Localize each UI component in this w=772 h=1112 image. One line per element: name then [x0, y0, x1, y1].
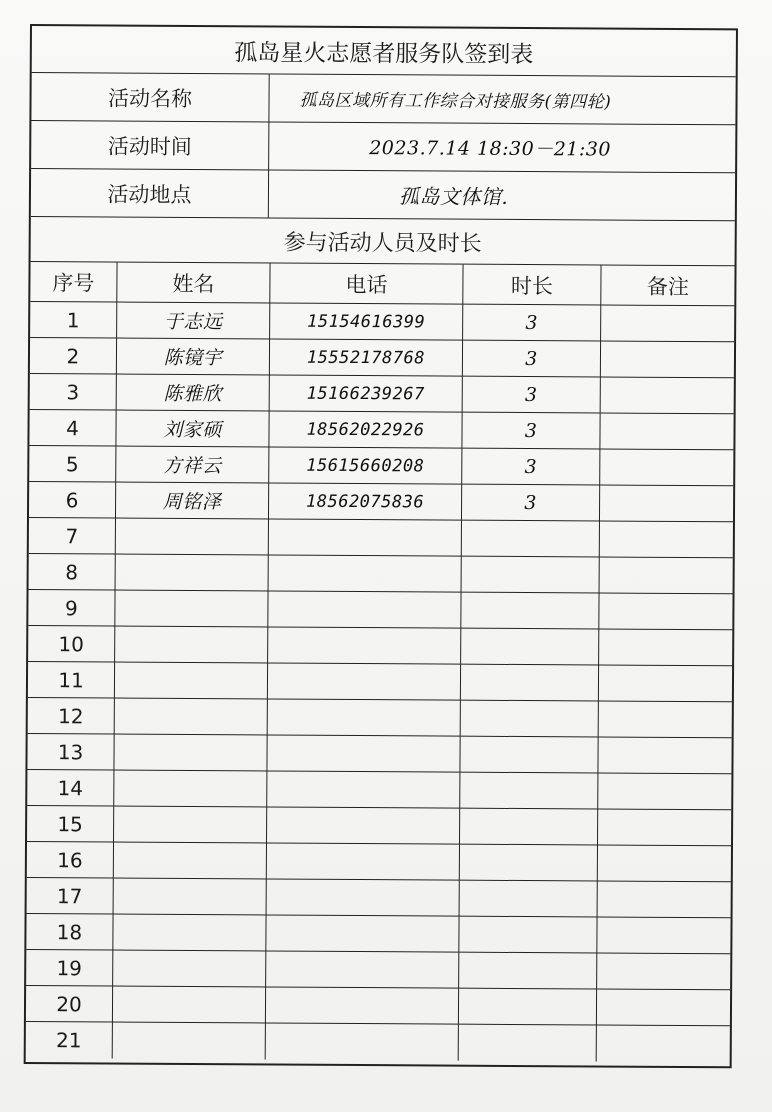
- attendee-phone: [266, 951, 459, 988]
- attendee-duration: [461, 665, 599, 702]
- column-header-note: 备注: [601, 265, 734, 306]
- table-row: [26, 1022, 730, 1062]
- attendee-name: [115, 627, 268, 664]
- attendee-duration: 3: [463, 341, 601, 378]
- attendee-phone: 15615660208: [269, 447, 462, 484]
- attendee-phone: 18562022926: [269, 411, 462, 448]
- attendee-name: [114, 843, 267, 880]
- table-row: [27, 734, 731, 774]
- table-row: [28, 698, 732, 738]
- attendee-phone: 18562075836: [269, 483, 462, 520]
- attendee-table-body: [26, 302, 735, 1066]
- table-row: [29, 518, 733, 558]
- table-row: [28, 662, 732, 702]
- table-row: [27, 842, 731, 882]
- row-number: 4: [29, 410, 116, 447]
- attendee-phone: [269, 519, 462, 556]
- attendee-note: [598, 809, 731, 846]
- attendee-duration: 3: [462, 413, 600, 450]
- attendee-duration: [461, 701, 599, 738]
- attendee-name: [113, 987, 266, 1024]
- attendee-phone: [268, 591, 461, 628]
- table-row: [30, 302, 734, 342]
- row-number: 5: [29, 446, 116, 483]
- row-number: 15: [27, 806, 114, 843]
- activity-time-label: 活动时间: [31, 121, 269, 170]
- attendee-note: [600, 485, 733, 522]
- attendee-note: [601, 341, 734, 378]
- table-row: [26, 986, 730, 1026]
- attendee-phone: [266, 1023, 459, 1060]
- attendee-note: [600, 521, 733, 558]
- attendee-name: 周铭泽: [116, 483, 269, 520]
- attendee-name: 于志远: [117, 303, 270, 340]
- attendee-note: [599, 665, 732, 702]
- attendee-note: [597, 917, 730, 954]
- section-title: 参与活动人员及时长: [31, 217, 735, 266]
- attendee-phone: [266, 987, 459, 1024]
- attendee-note: [598, 881, 731, 918]
- table-row: [29, 410, 733, 450]
- table-row: [26, 950, 730, 990]
- attendee-note: [600, 557, 733, 594]
- table-row: [30, 374, 734, 414]
- row-number: 16: [27, 842, 114, 879]
- row-number: 14: [27, 770, 114, 807]
- attendee-duration: 3: [463, 305, 601, 342]
- attendee-phone: [266, 915, 459, 952]
- attendee-name: [114, 879, 267, 916]
- row-number: 21: [26, 1022, 113, 1059]
- attendee-duration: [460, 845, 598, 882]
- row-number: 19: [26, 950, 113, 987]
- attendee-note: [597, 1025, 730, 1062]
- row-number: 11: [28, 662, 115, 699]
- attendee-phone: [267, 879, 460, 916]
- row-number: 2: [30, 338, 117, 375]
- attendee-duration: 3: [462, 485, 600, 522]
- row-number: 18: [26, 914, 113, 951]
- table-row: [26, 914, 730, 954]
- attendee-name: [113, 951, 266, 988]
- attendee-name: 方祥云: [116, 447, 269, 484]
- attendee-phone: [267, 735, 460, 772]
- attendee-duration: [460, 809, 598, 846]
- table-row: [29, 554, 733, 594]
- row-number: 12: [28, 698, 115, 735]
- attendee-note: [599, 701, 732, 738]
- row-number: 13: [27, 734, 114, 771]
- attendee-duration: [462, 521, 600, 558]
- attendee-duration: [459, 1025, 597, 1062]
- attendee-name: 刘家硕: [116, 411, 269, 448]
- attendee-name: [114, 771, 267, 808]
- attendee-phone: [267, 843, 460, 880]
- attendee-name: [113, 915, 266, 952]
- attendee-duration: 3: [462, 449, 600, 486]
- column-header-no: 序号: [30, 262, 117, 303]
- attendee-note: [598, 845, 731, 882]
- column-header-name: 姓名: [117, 263, 270, 304]
- table-row: [27, 770, 731, 810]
- sign-in-form: [24, 24, 738, 1068]
- attendee-note: [601, 305, 734, 342]
- attendee-duration: [459, 953, 597, 990]
- attendee-name: [114, 735, 267, 772]
- attendee-duration: [460, 773, 598, 810]
- table-row: [27, 806, 731, 846]
- attendee-note: [598, 773, 731, 810]
- attendee-note: [599, 593, 732, 630]
- row-number: 6: [29, 482, 116, 519]
- attendee-duration: [461, 629, 599, 666]
- attendee-note: [600, 449, 733, 486]
- attendee-phone: [267, 807, 460, 844]
- attendee-name: [116, 519, 269, 556]
- table-row: [27, 878, 731, 918]
- attendee-duration: [460, 737, 598, 774]
- activity-name-label: 活动名称: [31, 73, 269, 122]
- attendee-duration: [459, 989, 597, 1026]
- attendee-name: [115, 591, 268, 628]
- table-row: [29, 482, 733, 522]
- attendee-duration: 3: [463, 377, 601, 414]
- row-number: 10: [28, 626, 115, 663]
- row-number: 7: [29, 518, 116, 555]
- row-number: 8: [29, 554, 116, 591]
- attendee-name: [116, 555, 269, 592]
- attendee-note: [597, 953, 730, 990]
- attendee-duration: [460, 881, 598, 918]
- attendee-note: [599, 629, 732, 666]
- row-number: 9: [28, 590, 115, 627]
- column-header-duration: 时长: [463, 265, 601, 306]
- activity-time-value: 2023.7.14 18:30－21:30: [269, 122, 735, 173]
- row-number: 17: [27, 878, 114, 915]
- attendee-duration: [461, 593, 599, 630]
- row-number: 3: [30, 374, 117, 411]
- table-row: [29, 446, 733, 486]
- attendee-phone: [268, 699, 461, 736]
- attendee-phone: 15154616399: [270, 303, 463, 340]
- attendee-name: [115, 699, 268, 736]
- activity-place-label: 活动地点: [31, 169, 269, 218]
- row-number: 20: [26, 986, 113, 1023]
- attendee-phone: 15166239267: [270, 375, 463, 412]
- attendee-name: 陈雅欣: [117, 375, 270, 412]
- activity-name-value: 孤岛区域所有工作综合对接服务(第四轮): [269, 74, 735, 125]
- attendee-name: [113, 1023, 266, 1060]
- attendee-name: 陈镜宇: [117, 339, 270, 376]
- attendee-duration: [459, 917, 597, 954]
- column-header-phone: 电话: [270, 263, 463, 304]
- attendee-phone: [268, 627, 461, 664]
- row-number: 1: [30, 302, 117, 339]
- table-row: [28, 590, 732, 630]
- attendee-name: [115, 663, 268, 700]
- form-title: 孤岛星火志愿者服务队签到表: [32, 26, 736, 77]
- attendee-phone: [267, 771, 460, 808]
- attendee-name: [114, 807, 267, 844]
- attendee-note: [597, 989, 730, 1026]
- attendee-note: [600, 413, 733, 450]
- attendee-note: [598, 737, 731, 774]
- attendee-note: [601, 377, 734, 414]
- attendee-phone: [269, 555, 462, 592]
- attendee-duration: [462, 557, 600, 594]
- table-row: [28, 626, 732, 666]
- attendee-phone: 15552178768: [270, 339, 463, 376]
- attendee-phone: [268, 663, 461, 700]
- table-row: [30, 338, 734, 378]
- activity-place-value: 孤岛文体馆.: [269, 170, 735, 221]
